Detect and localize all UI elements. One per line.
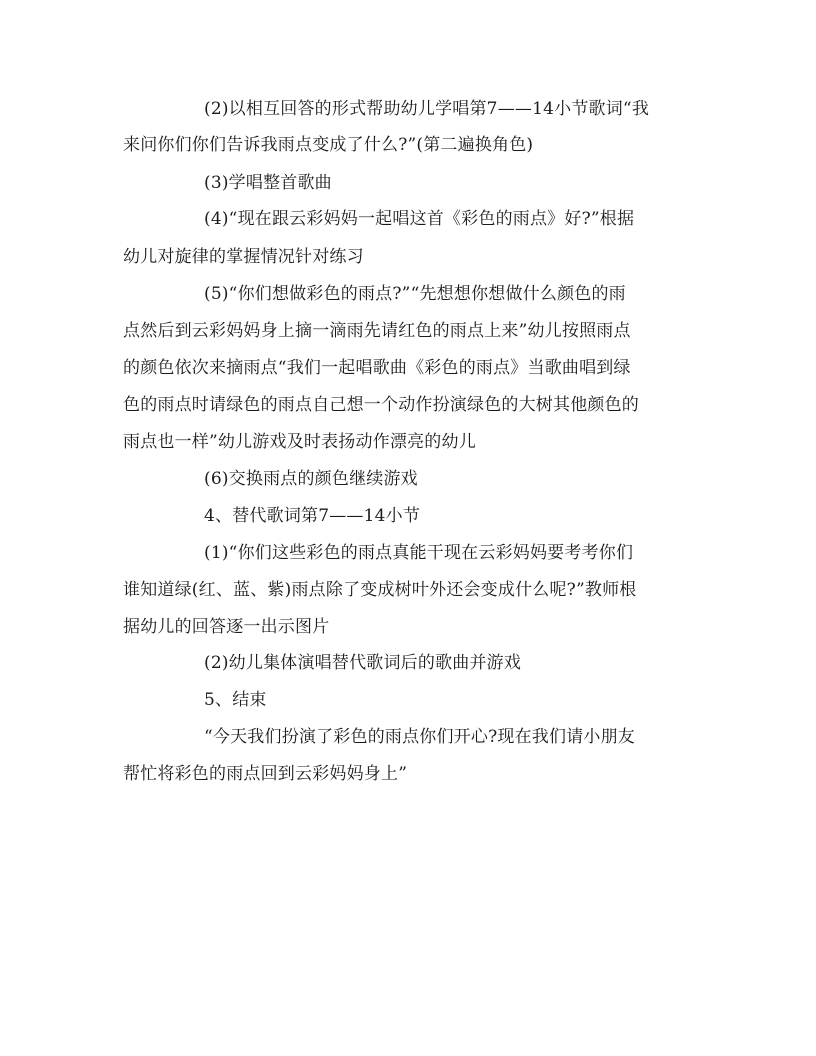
text-line: 点然后到云彩妈妈身上摘一滴雨先请红色的雨点上来”幼儿按照雨点	[123, 321, 631, 341]
text-line: (6)交换雨点的颜色继续游戏	[204, 469, 418, 489]
text-line: 据幼儿的回答逐一出示图片	[123, 617, 330, 637]
text-line: 来问你们你们告诉我雨点变成了什么?”(第二遍换角色)	[123, 135, 534, 155]
text-line: (2)以相互回答的形式帮助幼儿学唱第7——14小节歌词“我	[204, 99, 650, 119]
text-line: 雨点也一样”幼儿游戏及时表扬动作漂亮的幼儿	[123, 432, 476, 452]
text-line: 的颜色依次来摘雨点“我们一起唱歌曲《彩色的雨点》当歌曲唱到绿	[123, 358, 631, 378]
text-line: (2)幼儿集体演唱替代歌词后的歌曲并游戏	[204, 653, 522, 673]
text-line: 帮忙将彩色的雨点回到云彩妈妈身上”	[123, 764, 408, 784]
text-line: (5)“你们想做彩色的雨点?”“先想想你想做什么颜色的雨	[204, 284, 626, 304]
section-heading: 4、替代歌词第7——14小节	[204, 506, 421, 526]
text-line: (1)“你们这些彩色的雨点真能干现在云彩妈妈要考考你们	[204, 543, 634, 563]
text-line: 谁知道绿(红、蓝、紫)雨点除了变成树叶外还会变成什么呢?”教师根	[123, 580, 637, 600]
text-line: 色的雨点时请绿色的雨点自己想一个动作扮演绿色的大树其他颜色的	[123, 395, 639, 415]
text-line: (4)“现在跟云彩妈妈一起唱这首《彩色的雨点》好?”根据	[204, 209, 635, 229]
text-line: 幼儿对旋律的掌握情况针对练习	[123, 247, 364, 267]
text-line: (3)学唱整首歌曲	[204, 173, 332, 193]
text-line: “今天我们扮演了彩色的雨点你们开心?现在我们请小朋友	[204, 727, 636, 747]
section-heading: 5、结束	[204, 690, 267, 710]
